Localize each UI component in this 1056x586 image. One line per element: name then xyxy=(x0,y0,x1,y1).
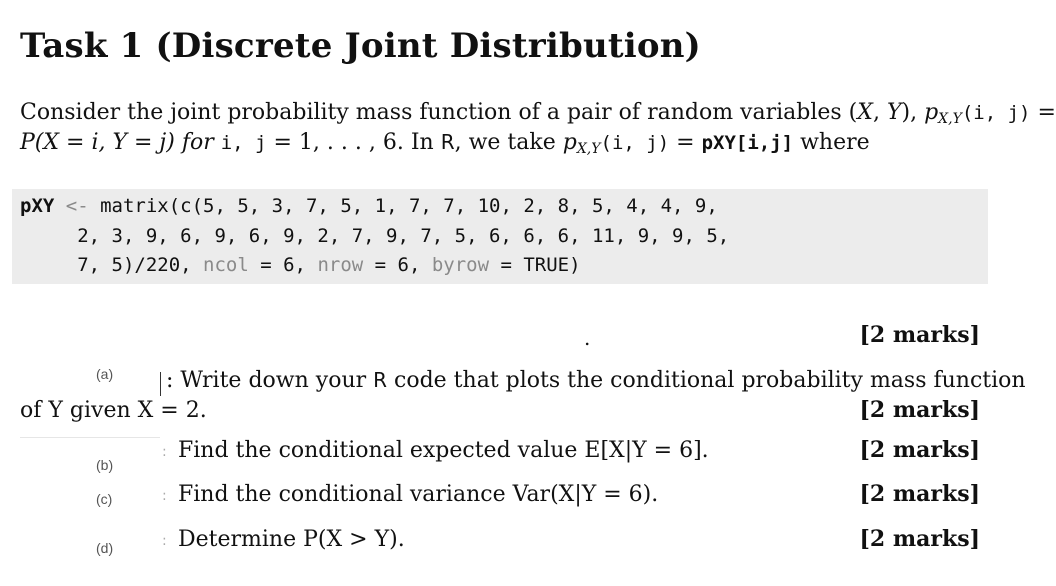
intro-text: Consider the joint probability mass function of a pair of random variables ( xyxy=(20,100,858,125)
code-block xyxy=(12,189,988,284)
pmf-subscript: X,Y xyxy=(938,111,962,127)
question-c-text: Find the conditional variance Var(X|Y = 6). xyxy=(178,482,659,507)
r-language: R xyxy=(440,130,455,154)
question-a-line-2: of Y given X = 2. xyxy=(20,398,207,423)
code-text: 7, 5)/220, xyxy=(20,254,204,276)
question-a-sep: : xyxy=(166,368,174,393)
pmf-subscript: X,Y xyxy=(576,141,601,157)
var-y: Y xyxy=(886,100,902,125)
question-a-text: code that plots the conditional probability mass function xyxy=(387,368,1026,393)
intro-text: where xyxy=(793,130,870,155)
question-a-line-1 xyxy=(166,368,1026,393)
question-a-text: Write down your xyxy=(173,368,374,393)
question-d-sep: : xyxy=(162,533,167,549)
pmf-args: (i, j) xyxy=(961,102,1031,124)
marks-top: [2 marks] xyxy=(859,322,980,348)
task-title: Task 1 (Discrete Joint Distribution) xyxy=(20,26,701,66)
question-d-label: (d) xyxy=(96,540,114,556)
question-b-label: (b) xyxy=(96,457,114,473)
question-d-marks: [2 marks] xyxy=(859,526,980,552)
intro-eq: = xyxy=(1030,100,1056,125)
question-a-label: (a) xyxy=(96,366,114,382)
code-text: matrix(c(5, 5, 3, 7, 5, 1, 7, 7, 10, 2, 8, 5, 4, 4, 9, xyxy=(88,195,718,217)
question-c-sep: : xyxy=(162,488,167,504)
stray-dot: . xyxy=(584,326,591,350)
intro-line-1 xyxy=(20,100,1056,127)
question-a-marks: [2 marks] xyxy=(859,397,980,423)
code-line-1 xyxy=(20,195,718,217)
intro-text: ), xyxy=(901,100,925,125)
code-arg-byrow: byrow xyxy=(431,254,490,276)
prob-expression: P(X = i, Y = j) for xyxy=(20,130,221,155)
code-text: = TRUE) xyxy=(489,254,581,276)
pmf-symbol: p xyxy=(924,100,939,125)
intro-comma: , xyxy=(872,100,887,125)
code-arg-ncol: ncol xyxy=(203,254,249,276)
index-ij: i, j xyxy=(220,132,267,154)
question-b-sep: : xyxy=(162,444,167,460)
code-assign: <- xyxy=(65,195,89,217)
intro-text: = 1, . . . , 6. In xyxy=(266,130,441,155)
r-language: R xyxy=(373,368,388,392)
code-text: = 6, xyxy=(363,254,432,276)
code-line-3 xyxy=(20,254,581,276)
code-text: = 6, xyxy=(248,254,318,276)
code-var: pXY xyxy=(20,195,66,217)
question-c-marks: [2 marks] xyxy=(859,481,980,507)
intro-line-2 xyxy=(20,130,870,157)
pmf-args: (i, j) xyxy=(600,132,670,154)
var-x: X xyxy=(857,100,873,125)
question-d-text: Determine P(X > Y). xyxy=(178,527,405,552)
question-b-marks: [2 marks] xyxy=(859,437,980,463)
pxy-code: pXY[i,j] xyxy=(701,132,794,154)
text-cursor xyxy=(160,372,163,396)
question-c-label: (c) xyxy=(96,491,113,507)
code-arg-nrow: nrow xyxy=(317,254,364,276)
pmf-symbol: p xyxy=(562,130,577,155)
intro-text: , we take xyxy=(454,130,563,155)
question-b-text: Find the conditional expected value E[X|Y = 6]. xyxy=(178,438,709,463)
divider xyxy=(20,437,160,438)
intro-eq: = xyxy=(669,130,702,155)
code-line-2: 2, 3, 9, 6, 9, 6, 9, 2, 7, 9, 7, 5, 6, 6, 6, 11, 9, 9, 5, xyxy=(20,225,730,247)
